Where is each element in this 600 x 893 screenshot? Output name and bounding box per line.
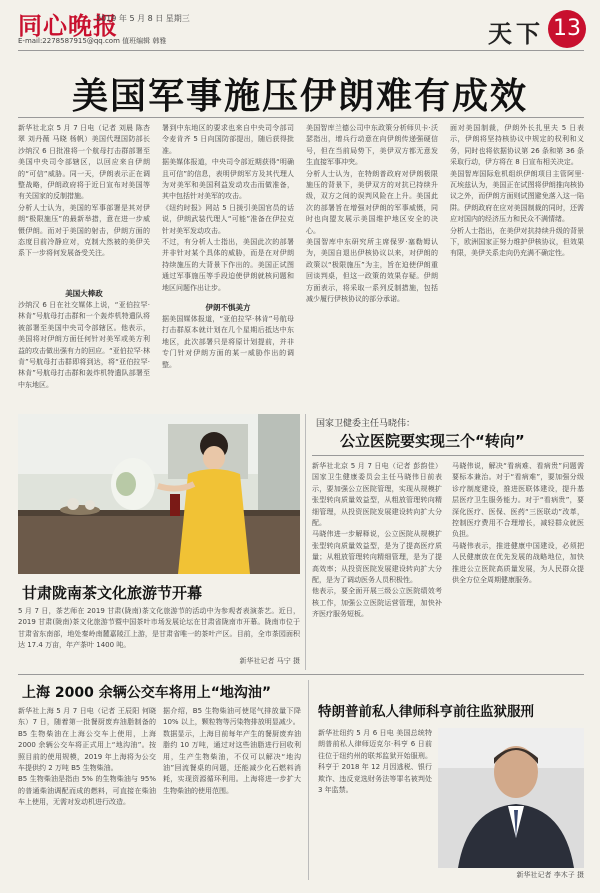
section-rule [18, 674, 584, 675]
health-title: 公立医院要实现三个“转向” [340, 432, 525, 450]
main-col2b-text: 据美国媒体报道，“亚伯拉罕·林肯”号航母打击群原本就计划在几个星期后抵达中东地区，此次部署只是将原计划提前，并非专门针对伊朗方面的某一威胁作出的调整。 [162, 315, 294, 369]
column-divider [305, 414, 306, 670]
main-col1b-text: 沙纳汉 6 日在社交媒体上说，“亚伯拉罕·林肯”号航母打击群和一个轰炸机特遣队将被部署至美国中央司令部辖区。他表示，美国将对伊朗方面任何针对美军或美方利益的攻击做出强有力的回应。“亚伯拉罕·林肯”号航母打击群即将到达，将“亚伯拉罕·林肯”号航母打击群和轰炸机特遣队部署至中东地区。 [18, 301, 150, 389]
headline-rule [18, 117, 584, 118]
newspaper-logo: 同心晚报 [18, 11, 118, 40]
masthead [0, 0, 600, 60]
tea-photo-credit: 新华社记者 马宁 摄 [239, 657, 300, 665]
health-title-rule [312, 455, 584, 456]
bus-col2-text: 据介绍，B5 生物柴油可使尾气排放量下降 10% 以上，颗粒物等污染物排放明显减少。 数据显示，上海目前每年产生的餐厨废弃油脂约 10 万吨，通过对这些油脂进行回收利用，生产生物柴油，不仅可以解决“地沟油”回流餐桌的问题，还能减少化石燃料消耗，实现资源循环利用。上海将进一步扩大生物柴油的使用范围。 [163, 707, 301, 795]
header-rule [18, 50, 584, 51]
main-col1-text: 新华社北京 5 月 7 日电（记者 刘晨 陈杏翠 刘丹薇 马晓 杨帆）美国代理国防部长沙纳汉 6 日批准将一个航母打击群部署至美国中央司令部辖区，以回应来自伊朗的“可信”威胁。同一天，伊朗表示正在调整战略，伊朗政府将于近日宣布对美国等有关国家的反制措施。 分析人士认为，美国的军事部署是其对伊朗“极限施压”的最新举措，意在进一步威慑伊朗。而对于美国的射击，伊朗方面的态度目前冷静应对，克制大然被的美伊关系下一步将何发展备受关注。 [18, 124, 150, 258]
main-headline: 美国军事施压伊朗难有成效 [71, 75, 528, 117]
tea-festival-body: 5 月 7 日，茶艺师在 2019 甘肃(陇南)茶文化旅游节的活动中为参观者表演茶艺。近日，2019 甘肃(陇南)茶文化旅游节暨中国茶叶市场发展论坛在甘肃省陇南市开幕。陇南市位于甘肃省东南部，地处秦岭南麓嘉陵江上游，是甘肃省唯一的茶叶产区。目前，全市茶园面积达 17.4 万亩，年产茶叶 1400 吨。 [18, 607, 300, 650]
health-col2-text: 马晓伟说，解决“看病难、看病贵”问题需要标本兼治。对于“看病难”，要加强分级诊疗制度建设，推进医联体建设，提升基层医疗卫生服务能力。对于“看病贵”，要深化医疗、医保、医药“三医联动”改革，控制医疗费用不合理增长，减轻群众就医负担。 马晓伟表示，推进健康中国建设，必须把人民健康放在优先发展的战略地位，加快推进公立医院高质量发展，为人民群众提供全方位全周期健康服务。 [452, 462, 584, 585]
cohen-photo-credit: 新华社记者 李木子 摄 [516, 871, 584, 879]
main-col3-text: 美国智库兰德公司中东政策分析师贝卡·沃瑟指出，增兵行动意在向伊朗传递强硬信号，但在当前局势下，美伊双方都无意发生直接军事冲突。 分析人士认为，在特朗普政府对伊朗极限施压的背景下，美伊双方的对抗已持续升级，双方之间的误判风险在上升。美国此次的部署旨在增强对伊朗的军事威慑，同时也向盟友展示美国维护地区安全的决心。 美国智库中东研究所主席保罗·塞勒姆认为，美国自退出伊核协议以来，对伊朗的政策以“极限施压”为主，旨在迫使伊朗重回谈判桌，但这一政策的效果存疑。伊朗方面表示，将采取一系列反制措施，包括减少履行伊核协议的部分承诺。 [306, 124, 438, 304]
cohen-body: 新华社纽约 5 月 6 日电 美国总统特朗普前私人律师迈克尔·科亨 6 日前往位于纽约州的联邦监狱开始服刑。科亨于 2018 年 12 月因逃税、银行欺诈、违反竞选财务法等罪名被判处 3 年监禁。 [318, 729, 432, 795]
health-col1-text: 新华社北京 5 月 7 日电（记者 彭韵佳）国家卫生健康委员会主任马晓伟日前表示，要加强公立医院管理，实现从规模扩张型转向质量效益型，从粗放管理转向精细管理，从投资医院发展建设转向扩大分配。 马晓伟进一步解释说，公立医院从规模扩张型转向质量效益型，是为了提高医疗质量；从粗放管理转向精细管理，是为了提高效率；从投资医院发展建设转向扩大分配，是为了调动医务人员积极性。 他表示，要全面开展三级公立医院绩效考核工作，加强公立医院运营管理，加快补齐医疗服务短板。 [312, 462, 442, 619]
main-col2-subhead: 伊朗不惧美方 [205, 303, 251, 312]
tea-ceremony-photo [18, 414, 300, 574]
bus-title: 上海 2000 余辆公交车将用上“地沟油” [22, 685, 272, 701]
cohen-title: 特朗普前私人律师科亨前往监狱服刑 [318, 704, 534, 720]
cohen-photo [438, 728, 584, 868]
issue-date: 2019 年 5 月 8 日 星期三 [96, 14, 190, 23]
column-divider-bottom [308, 680, 309, 880]
main-col2-text: 署到中东地区的要求也来自中央司令部司令麦肯齐 5 日向国防部提出，随后获得批准。 据美媒体报道，中央司令部近期获得“明确且可信”的信息，表明伊朗军方及其代理人为对美军和美国利益发动攻击而做准备，其中包括针对美军的攻击。 《纽约时报》网站 5 日援引美国官员的话说，伊朗武装代理人“可能”准备在伊拉克针对美军发动攻击。 不过，有分析人士指出，美国此次的部署并非针对某个具体的威胁，而是在对伊朗持续施压的大背景下作出的。美国正试图通过军事施压等手段迫使伊朗就核问题和地区问题作出让步。 [162, 124, 294, 292]
main-col1-subhead: 美国大棒政 [65, 289, 103, 298]
bus-col1-text: 新华社上海 5 月 7 日电（记者 王辰阳 何晓东）7 日，随着第一批餐厨废弃油脂制备的 B5 生物柴油在上海公交车上使用，上海 2000 余辆公交车将正式用上“地沟油”。按照目前的使用规模，2019 年上海将为公交车提供约 2 万吨 B5 生物柴油。 B5 生物柴油是指由 5% 的生物柴油与 95% 的普通柴油调配而成的燃料，可直接在柴油车上使用，无需对发动机进行改造。 [18, 707, 156, 807]
section-title: 天下 [488, 19, 544, 48]
tea-festival-title: 甘肃陇南茶文化旅游节开幕 [22, 584, 203, 602]
health-kicker: 国家卫健委主任马晓伟： [316, 419, 416, 429]
page-number-badge: 13 [548, 10, 586, 48]
main-col4-text: 面对美国制裁，伊朗外长扎里夫 5 日表示，伊朗将坚持核协议中规定的权利和义务，同时也将依据协议第 26 条和第 36 条采取行动，伊方将在 8 日宣布相关决定。 美国智库国际危机组织伊朗项目主管阿里·瓦埃兹认为，美国正在试图将伊朗推向核协议之外，而伊朗方面则试图避免落入这一陷阱。伊朗政府在应对美国制裁的同时，还需应对国内的经济压力和民众不满情绪。 分析人士指出，在美伊对抗持续升级的背景下，欧洲国家正努力维护伊核协议，但效果有限，美伊关系走向仍充满不确定性。 [450, 124, 584, 258]
editor-contact: E-mail:2278587915@qq.com 值班编辑 韩雅 [18, 37, 167, 45]
